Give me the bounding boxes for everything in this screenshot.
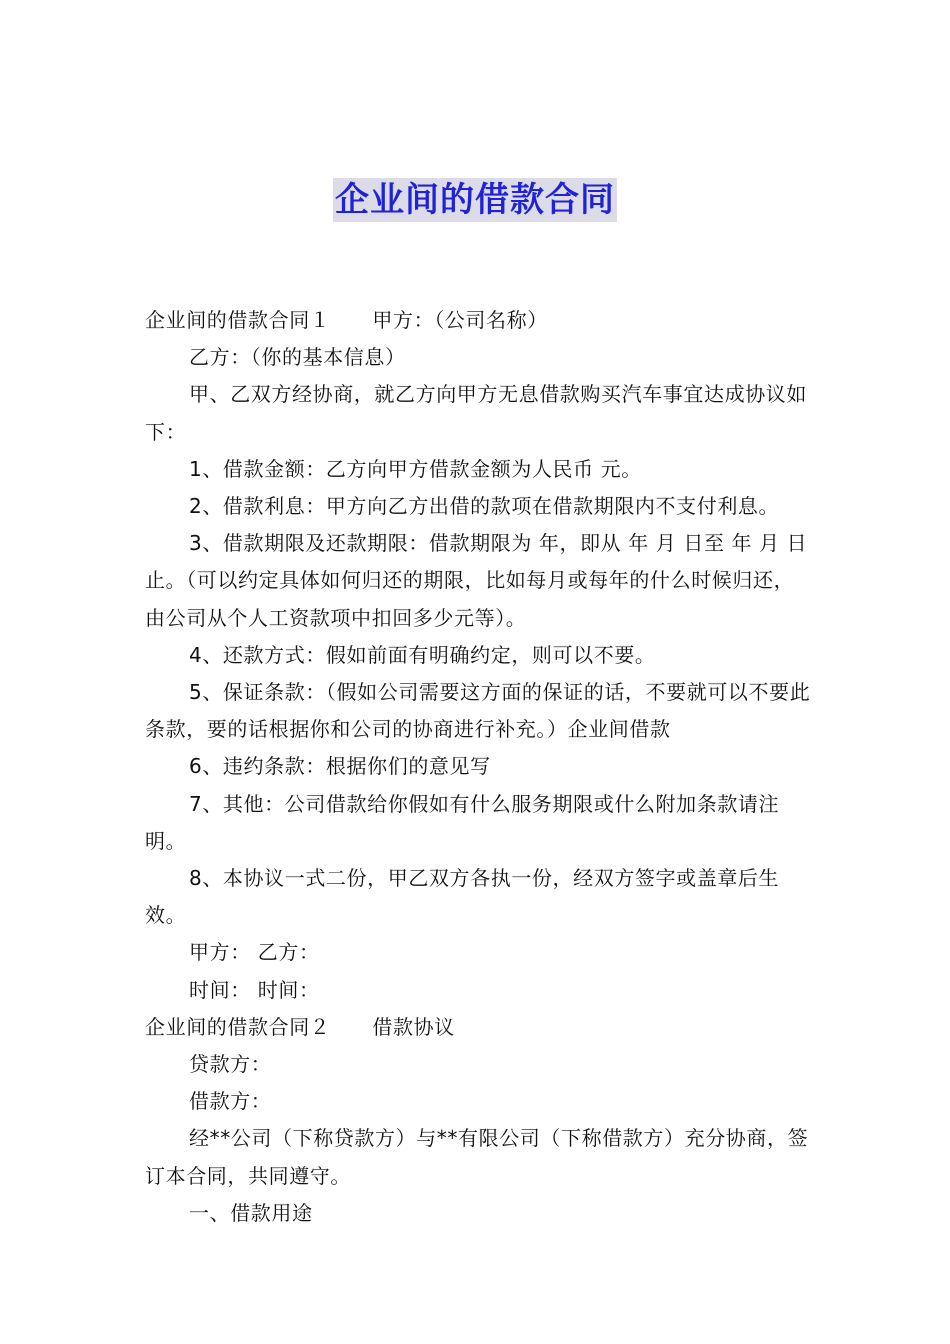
paragraph-1: 乙方：（你的基本信息） xyxy=(189,345,406,370)
paragraph-15: 借款方： xyxy=(189,1089,272,1114)
paragraph-2: 甲、乙双方经协商，就乙方向甲方无息借款购买汽车事宜达成协议如下： xyxy=(145,382,807,444)
paragraph-4: 2、借款利息：甲方向乙方出借的款项在借款期限内不支付利息。 xyxy=(189,494,780,519)
paragraph-14: 贷款方： xyxy=(189,1052,272,1077)
paragraph-11: 甲方： 乙方： xyxy=(189,940,320,965)
contract-1-heading: 企业间的借款合同１ xyxy=(145,308,331,332)
paragraph-12: 时间： 时间： xyxy=(189,977,320,1002)
paragraph-7: 5、保证条款：（假如公司需要这方面的保证的话，不要就可以不要此条款，要的话根据你和公司的协商进行补充。）企业间借款 xyxy=(145,680,811,742)
loan-agreement-label: 借款协议 xyxy=(372,1014,455,1039)
paragraph-5: 3、借款期限及还款期限：借款期限为 年，即从 年 月 日至 年 月 日止。（可以约定具体如何归还的期限，比如每月或每年的什么时候归还，由公司从个人工资款项中扣回多少元等）。 xyxy=(145,531,808,630)
paragraph-6: 4、还款方式：假如前面有明确约定，则可以不要。 xyxy=(189,642,656,667)
paragraph-9: 7、其他：公司借款给你假如有什么服务期限或什么附加条款请注明。 xyxy=(145,791,780,853)
paragraph-17: 一、借款用途 xyxy=(189,1200,313,1225)
paragraph-3: 1、借款金额：乙方向甲方借款金额为人民币 元。 xyxy=(189,456,642,481)
document-body xyxy=(145,302,813,1232)
paragraph-10: 8、本协议一式二份，甲乙双方各执一份，经双方签字或盖章后生效。 xyxy=(145,866,780,928)
contract-2-heading: 企业间的借款合同２ xyxy=(145,1014,331,1039)
party-a-line: 甲方：（公司名称） xyxy=(372,308,548,332)
paragraph-16: 经**公司（下称贷款方）与**有限公司（下称借款方）充分协商，签订本合同，共同遵守。 xyxy=(145,1126,809,1188)
document-title-wrapper xyxy=(0,178,950,222)
document-title: 企业间的借款合同 xyxy=(335,180,615,220)
paragraph-8: 6、违约条款：根据你们的意见写 xyxy=(189,754,491,779)
paragraph-13 xyxy=(145,1009,813,1046)
paragraph-0 xyxy=(145,302,813,339)
